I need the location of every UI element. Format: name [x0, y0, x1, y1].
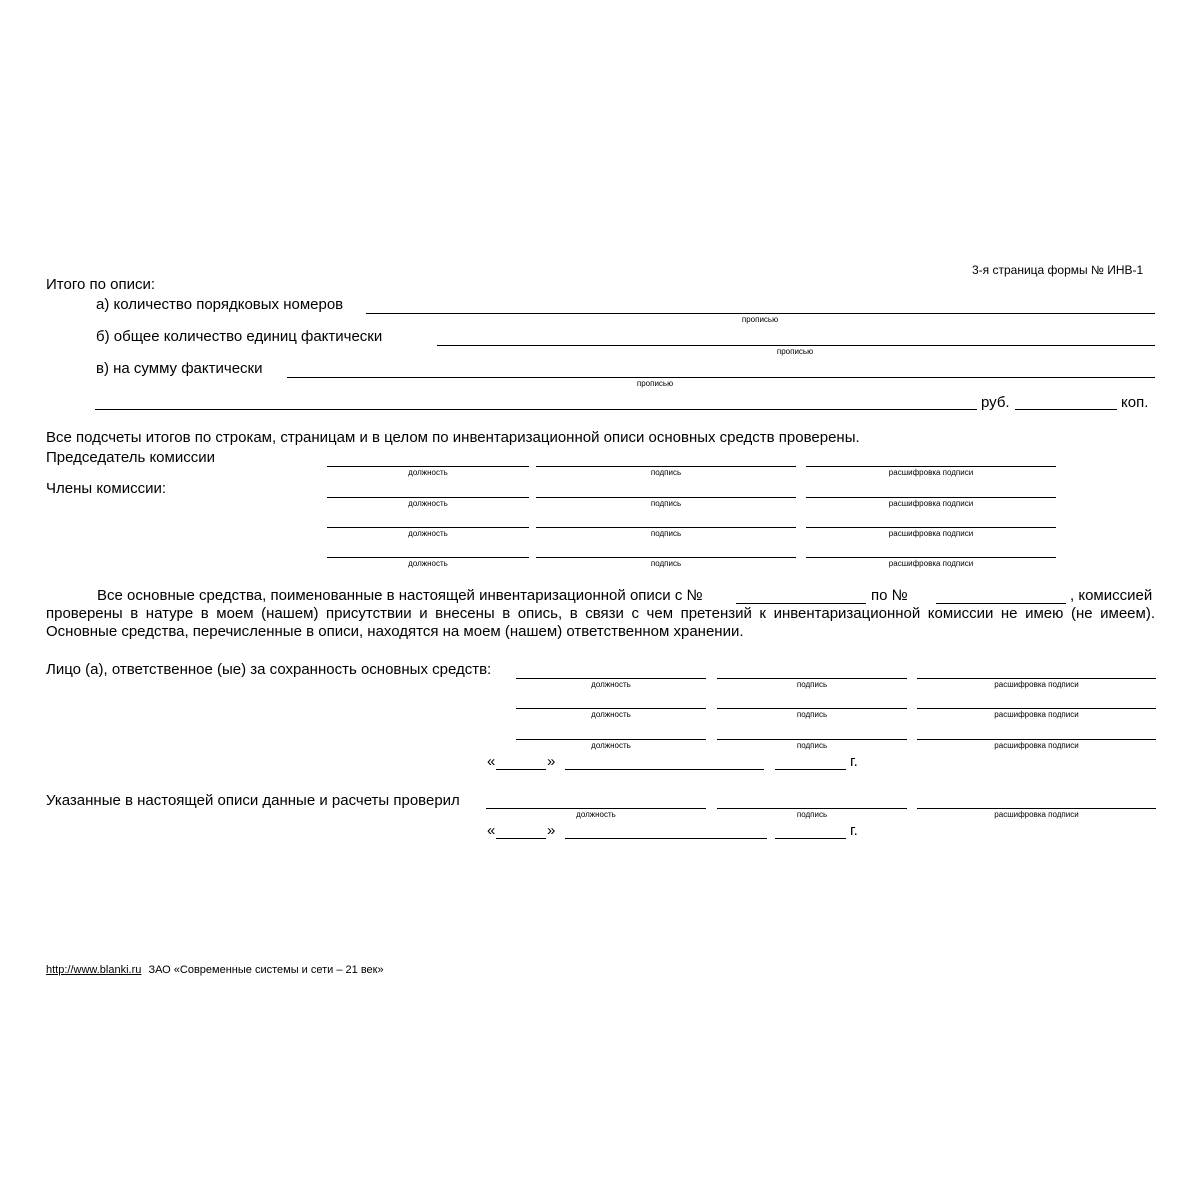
verifier-position-field[interactable]	[486, 808, 706, 809]
signature-hint: подпись	[796, 710, 828, 719]
responsible-3-decoding-field[interactable]	[917, 739, 1156, 740]
decoding-hint: расшифровка подписи	[994, 710, 1079, 719]
decoding-hint: расшифровка подписи	[888, 499, 974, 508]
position-hint: должность	[408, 499, 448, 508]
member-1-position-field[interactable]	[327, 497, 529, 498]
member-2-signature-field[interactable]	[536, 527, 796, 528]
member-2-position-field[interactable]	[327, 527, 529, 528]
chairman-position-field[interactable]	[327, 466, 529, 467]
signature-hint: подпись	[650, 468, 682, 477]
item-a-label: а) количество порядковых номеров	[96, 296, 344, 313]
responsible-1-signature-field[interactable]	[717, 678, 907, 679]
statement-line2: проверены в натуре в моем (нашем) присутствии и внесены в опись, в связи с чем претензий к инвентаризационной комиссии не имею (не имеем).	[46, 605, 1155, 622]
responsible-3-position-field[interactable]	[516, 739, 706, 740]
item-b-label: б) общее количество единиц фактически	[96, 328, 383, 345]
signature-hint: подпись	[650, 499, 682, 508]
member-3-position-field[interactable]	[327, 557, 529, 558]
decoding-hint: расшифровка подписи	[994, 741, 1079, 750]
statement-line1-to: по №	[871, 587, 908, 604]
responsible-2-signature-field[interactable]	[717, 708, 907, 709]
date-open-quote: «	[487, 753, 496, 770]
position-hint: должность	[408, 559, 448, 568]
verifier-signature-field[interactable]	[717, 808, 907, 809]
decoding-hint: расшифровка подписи	[888, 559, 974, 568]
check-statement: Все подсчеты итогов по строкам, страницам и в целом по инвентаризационной описи основных средств проверены.	[46, 429, 860, 446]
responsible-2-decoding-field[interactable]	[917, 708, 1156, 709]
decoding-hint: расшифровка подписи	[888, 468, 974, 477]
item-a-hint: прописью	[741, 315, 779, 324]
item-c-field[interactable]	[287, 377, 1155, 378]
date-year-suffix: г.	[850, 753, 858, 770]
member-1-decoding-field[interactable]	[806, 497, 1056, 498]
footer-company: ЗАО «Современные системы и сети – 21 век»	[148, 964, 384, 976]
member-3-signature-field[interactable]	[536, 557, 796, 558]
position-hint: должность	[591, 680, 631, 689]
signature-hint: подпись	[796, 741, 828, 750]
from-number-field[interactable]	[736, 603, 866, 604]
chairman-label: Председатель комиссии	[46, 449, 215, 466]
to-number-field[interactable]	[936, 603, 1066, 604]
position-hint: должность	[591, 710, 631, 719]
footer	[46, 964, 384, 977]
date-open-quote: «	[487, 822, 496, 839]
member-2-decoding-field[interactable]	[806, 527, 1056, 528]
verifier-decoding-field[interactable]	[917, 808, 1156, 809]
footer-link[interactable]: http://www.blanki.ru	[46, 964, 142, 976]
item-c-hint: прописью	[636, 379, 674, 388]
decoding-hint: расшифровка подписи	[888, 529, 974, 538]
responsible-1-position-field[interactable]	[516, 678, 706, 679]
decoding-hint: расшифровка подписи	[994, 680, 1079, 689]
kop-label: коп.	[1121, 394, 1149, 411]
signature-hint: подпись	[650, 559, 682, 568]
date-1-year-field[interactable]	[775, 769, 846, 770]
item-b-field[interactable]	[437, 345, 1155, 346]
member-3-decoding-field[interactable]	[806, 557, 1056, 558]
date-year-suffix: г.	[850, 822, 858, 839]
date-close-quote: »	[547, 822, 556, 839]
responsible-3-signature-field[interactable]	[717, 739, 907, 740]
date-close-quote: »	[547, 753, 556, 770]
position-hint: должность	[576, 810, 616, 819]
responsible-2-position-field[interactable]	[516, 708, 706, 709]
totals-heading: Итого по описи:	[46, 276, 155, 293]
position-hint: должность	[591, 741, 631, 750]
signature-hint: подпись	[796, 680, 828, 689]
item-a-field[interactable]	[366, 313, 1155, 314]
position-hint: должность	[408, 529, 448, 538]
sum-continuation-field[interactable]	[95, 409, 977, 410]
rub-label: руб.	[981, 394, 1010, 411]
members-label: Члены комиссии:	[46, 480, 167, 497]
date-1-month-field[interactable]	[565, 769, 764, 770]
signature-hint: подпись	[796, 810, 828, 819]
responsible-label: Лицо (а), ответственное (ые) за сохранность основных средств:	[46, 661, 492, 678]
item-b-hint: прописью	[776, 347, 814, 356]
date-2-year-field[interactable]	[775, 838, 846, 839]
chairman-decoding-field[interactable]	[806, 466, 1056, 467]
verified-label: Указанные в настоящей описи данные и расчеты проверил	[46, 792, 460, 809]
item-c-label: в) на сумму фактически	[96, 360, 263, 377]
statement-line3: Основные средства, перечисленные в описи, находятся на моем (нашем) ответственном хранении.	[46, 623, 744, 640]
date-2-day-field[interactable]	[496, 838, 546, 839]
responsible-1-decoding-field[interactable]	[917, 678, 1156, 679]
statement-line1-end: , комиссией	[1070, 587, 1153, 604]
member-1-signature-field[interactable]	[536, 497, 796, 498]
form-page-label: 3-я страница формы № ИНВ-1	[972, 263, 1144, 277]
decoding-hint: расшифровка подписи	[994, 810, 1079, 819]
chairman-signature-field[interactable]	[536, 466, 796, 467]
kop-field[interactable]	[1015, 409, 1117, 410]
statement-line1-start: Все основные средства, поименованные в настоящей инвентаризационной описи с №	[97, 587, 703, 604]
date-1-day-field[interactable]	[496, 769, 546, 770]
signature-hint: подпись	[650, 529, 682, 538]
date-2-month-field[interactable]	[565, 838, 767, 839]
position-hint: должность	[408, 468, 448, 477]
